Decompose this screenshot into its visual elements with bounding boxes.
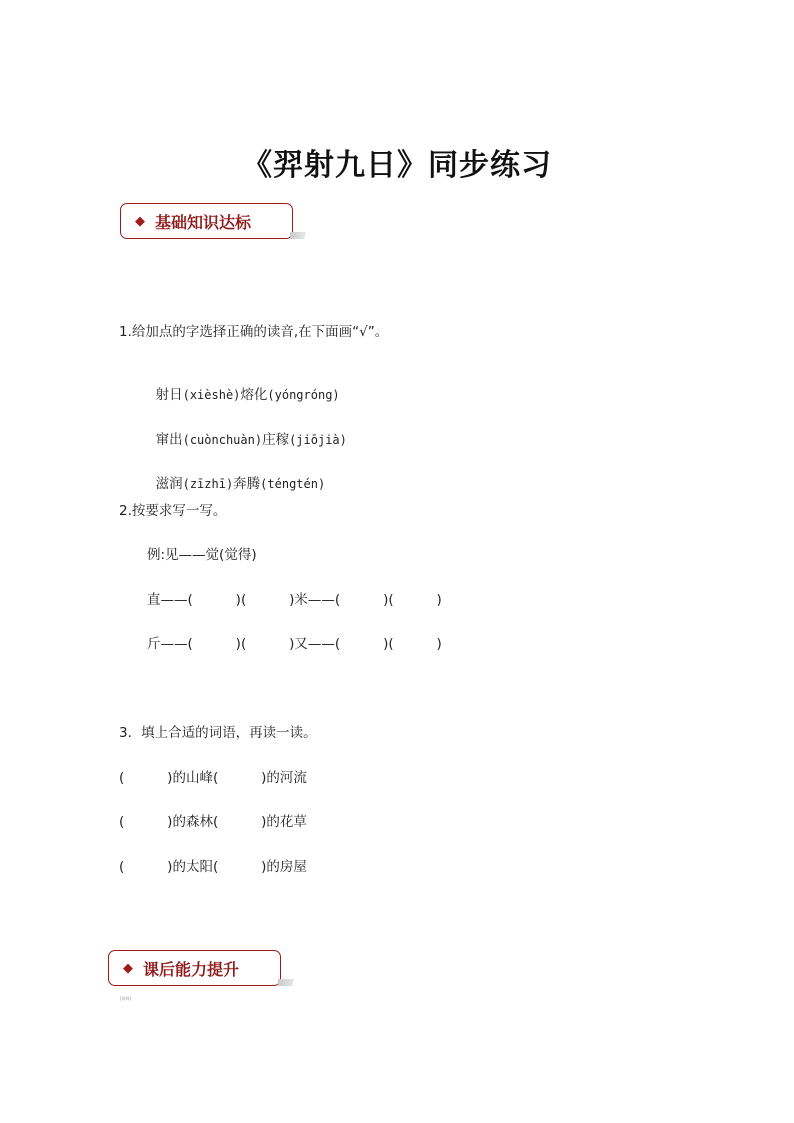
- section-header-basic-label: 基础知识达标: [155, 212, 252, 232]
- q1-row3-word1: 滋润: [155, 476, 183, 492]
- q1-row3-word2: 奔腾: [233, 476, 261, 492]
- page-title: 《羿射九日》同步练习: [242, 148, 552, 183]
- q3-row-2: ( )的森林( )的花草: [119, 814, 307, 830]
- q1-row-3: [147, 457, 325, 493]
- section-header-advanced: [108, 950, 281, 986]
- q1-row1-pinyin1: (xièshè): [182, 388, 241, 402]
- q1-row-2: [147, 413, 347, 449]
- question-1-prompt: 1.给加点的字选择正确的读音,在下面画“√”。: [119, 324, 389, 340]
- q1-row2-pinyin1: (cuònchuàn): [182, 433, 263, 447]
- q1-row1-word1: 射日: [155, 387, 183, 403]
- q2-row-2: 斤——( )( )又——( )( ): [147, 636, 442, 652]
- section-header-basic-shadow: [290, 232, 306, 239]
- footer-small-text: [资料]: [120, 996, 132, 1001]
- q1-row2-word2: 庄稼: [262, 432, 290, 448]
- question-2-prompt: 2.按要求写一写。: [119, 503, 227, 519]
- section-header-advanced-shadow: [278, 979, 294, 986]
- section-header-advanced-label: 课后能力提升: [143, 959, 240, 979]
- q1-row-1: [147, 368, 340, 404]
- q2-example: 例:见——觉(觉得): [147, 547, 257, 563]
- q2-row-1: 直——( )( )米——( )( ): [147, 592, 442, 608]
- q1-row2-word1: 窜出: [155, 432, 183, 448]
- q3-row-1: ( )的山峰( )的河流: [119, 770, 307, 786]
- q1-row2-pinyin2: (jiōjià): [289, 433, 347, 447]
- question-3-prompt: 3．填上合适的词语，再读一读。: [119, 725, 317, 741]
- q1-row3-pinyin2: (téngtén): [260, 477, 326, 491]
- q1-row3-pinyin1: (zīzhī): [182, 477, 234, 491]
- diamond-icon: ◆: [123, 960, 133, 976]
- section-header-basic: [120, 203, 293, 239]
- q1-row1-pinyin2: (yóngróng): [267, 388, 340, 402]
- q3-row-3: ( )的太阳( )的房屋: [119, 859, 307, 875]
- q1-row1-word2: 熔化: [240, 387, 268, 403]
- diamond-icon: ◆: [135, 213, 145, 229]
